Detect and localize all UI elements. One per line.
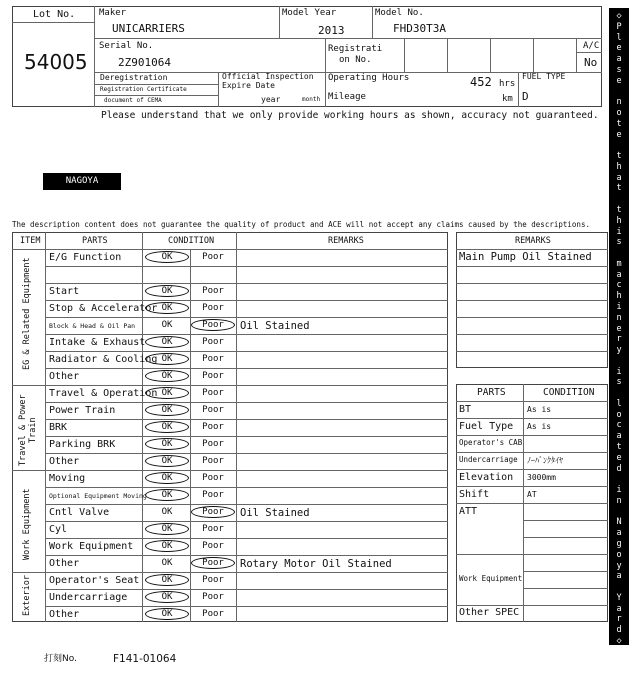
sidebar-char: a bbox=[616, 528, 622, 539]
spec-header-parts: PARTS bbox=[477, 387, 506, 398]
row-ok-mark: OK bbox=[145, 285, 189, 297]
row-part: Cyl bbox=[49, 524, 68, 535]
row-poor-mark: Poor bbox=[202, 286, 224, 296]
row-poor-mark: Poor bbox=[191, 506, 235, 518]
model-no-value: FHD30T3A bbox=[393, 22, 446, 35]
sidebar-char: s bbox=[616, 237, 622, 248]
sidebar-char: n bbox=[616, 312, 622, 323]
fuel-type-label: FUEL TYPE bbox=[522, 72, 566, 81]
right-remarks-header: REMARKS bbox=[515, 236, 551, 246]
model-year-label: Model Year bbox=[282, 8, 337, 18]
row-poor-mark: Poor bbox=[202, 524, 224, 534]
row-ok-mark: OK bbox=[161, 558, 173, 568]
group-label-travel bbox=[18, 390, 98, 470]
sidebar-char: r bbox=[616, 334, 622, 345]
model-year-value: 2013 bbox=[318, 24, 345, 37]
spec-part: Elevation bbox=[459, 472, 514, 483]
row-part: Cntl Valve bbox=[49, 507, 110, 518]
sidebar-char: a bbox=[616, 269, 622, 280]
hrs-label: hrs bbox=[499, 79, 516, 89]
row-poor-mark: Poor bbox=[202, 575, 224, 585]
sidebar-char: y bbox=[616, 560, 622, 571]
sidebar-char: t bbox=[616, 151, 622, 162]
stamp-label: 打刻No. bbox=[44, 654, 77, 664]
row-part: Work Equipment bbox=[49, 541, 134, 552]
spec-condition: ﾉｰﾊﾞﾝｸﾀｲﾔ bbox=[527, 456, 563, 465]
sidebar-char: e bbox=[616, 129, 622, 140]
stamp-value: F141-01064 bbox=[113, 653, 177, 665]
sidebar-char: i bbox=[616, 485, 622, 496]
row-part: Optional Equipment Moving bbox=[49, 492, 147, 500]
row-part: Parking BRK bbox=[49, 439, 116, 450]
location-sidebar bbox=[609, 8, 629, 645]
group-label-travel-text: Travel & Power Train bbox=[18, 394, 38, 466]
sidebar-char: o bbox=[616, 107, 622, 118]
spec-part: BT bbox=[459, 404, 472, 415]
sidebar-char: l bbox=[616, 32, 622, 43]
month-label: month bbox=[302, 96, 321, 103]
row-part: E/G Function bbox=[49, 252, 122, 263]
sidebar-char: i bbox=[616, 226, 622, 237]
group-label-exterior: Exterior bbox=[22, 575, 32, 617]
deregistration-label: Deregistration bbox=[100, 73, 168, 82]
sidebar-char: h bbox=[616, 291, 622, 302]
inspection-label-2: Expire Date bbox=[222, 81, 275, 90]
sidebar-char: c bbox=[616, 280, 622, 291]
row-remark: Oil Stained bbox=[240, 320, 310, 332]
row-part: Start bbox=[49, 286, 80, 297]
row-poor-mark: Poor bbox=[202, 388, 224, 398]
row-poor-mark: Poor bbox=[202, 405, 224, 415]
group-label-eg: EG & Related Equipment bbox=[22, 257, 32, 370]
accuracy-notice: Please understand that we only provide working hours as shown, accuracy not guaranteed. bbox=[101, 110, 599, 121]
sidebar-char: g bbox=[616, 539, 622, 550]
spec-condition: As is bbox=[527, 422, 552, 431]
year-label: year bbox=[261, 95, 281, 104]
disclaimer: The description content does not guarantee the quality of product and ACE will not accept any claims caused by the descriptions. bbox=[12, 220, 590, 229]
spec-part: Other SPEC bbox=[459, 607, 520, 618]
sidebar-char: a bbox=[616, 571, 622, 582]
row-part: BRK bbox=[49, 422, 68, 433]
sidebar-char: r bbox=[616, 614, 622, 625]
row-remark: Rotary Motor Oil Stained bbox=[240, 558, 392, 570]
sidebar-char: m bbox=[616, 258, 622, 269]
row-part: Other bbox=[49, 371, 80, 382]
row-ok-mark: OK bbox=[145, 438, 189, 450]
sidebar-char: l bbox=[616, 398, 622, 409]
row-poor-mark: Poor bbox=[202, 371, 224, 381]
row-ok-mark: OK bbox=[145, 353, 189, 365]
lot-number: 54005 bbox=[24, 50, 88, 74]
row-poor-mark: Poor bbox=[202, 609, 224, 619]
maker-label: Maker bbox=[99, 8, 127, 18]
cema-doc-label: document of CEMA bbox=[104, 97, 162, 104]
header-condition: CONDITION bbox=[168, 236, 215, 246]
row-part: Power Train bbox=[49, 405, 116, 416]
spec-part: Operator's CAB bbox=[459, 438, 523, 447]
fuel-type-value: D bbox=[522, 90, 529, 103]
row-ok-mark: OK bbox=[145, 455, 189, 467]
location-badge: NAGOYA bbox=[43, 173, 121, 190]
row-part: Operator's Seat bbox=[49, 575, 140, 586]
row-poor-mark: Poor bbox=[202, 541, 224, 551]
row-ok-mark: OK bbox=[145, 370, 189, 382]
sidebar-char: c bbox=[616, 420, 622, 431]
group-label-work: Work Equipment bbox=[22, 488, 32, 560]
row-remark: Oil Stained bbox=[240, 507, 310, 519]
sidebar-char: ◇ bbox=[616, 636, 622, 646]
sidebar-char: t bbox=[616, 183, 622, 194]
row-ok-mark: OK bbox=[145, 336, 189, 348]
row-part: Stop & Accelerator bbox=[49, 303, 158, 314]
spec-part: ATT bbox=[459, 506, 478, 517]
row-part: Travel & Operation bbox=[49, 388, 158, 399]
row-ok-mark: OK bbox=[145, 302, 189, 314]
sidebar-char: h bbox=[616, 215, 622, 226]
row-poor-mark: Poor bbox=[202, 422, 224, 432]
spec-part: Work Equipment bbox=[459, 574, 523, 583]
header-remarks: REMARKS bbox=[328, 236, 364, 246]
row-ok-mark: OK bbox=[145, 421, 189, 433]
registration-label-2: on No. bbox=[339, 55, 372, 65]
registration-cert-label: Registration Certificate bbox=[100, 86, 187, 93]
sidebar-char: t bbox=[616, 118, 622, 129]
sidebar-char: e bbox=[616, 323, 622, 334]
sidebar-char: t bbox=[616, 442, 622, 453]
row-part: Radiator & Cooling bbox=[49, 354, 158, 365]
sidebar-char: y bbox=[616, 345, 622, 356]
row-part: Other bbox=[49, 456, 80, 467]
row-poor-mark: Poor bbox=[202, 456, 224, 466]
row-ok-mark: OK bbox=[145, 472, 189, 484]
sidebar-char: e bbox=[616, 43, 622, 54]
row-part: Other bbox=[49, 558, 80, 569]
serial-label: Serial No. bbox=[99, 41, 154, 51]
model-no-label: Model No. bbox=[375, 8, 424, 18]
row-poor-mark: Poor bbox=[202, 490, 224, 500]
sidebar-char: o bbox=[616, 549, 622, 560]
right-remarks-line-1: Main Pump Oil Stained bbox=[459, 251, 592, 263]
row-poor-mark: Poor bbox=[202, 354, 224, 364]
mileage-label: Mileage bbox=[328, 92, 366, 102]
sidebar-char: i bbox=[616, 301, 622, 312]
sidebar-char: a bbox=[616, 172, 622, 183]
row-part: Intake & Exhaust bbox=[49, 337, 146, 348]
row-poor-mark: Poor bbox=[202, 473, 224, 483]
sidebar-char: a bbox=[616, 603, 622, 614]
spec-condition: AT bbox=[527, 490, 537, 499]
row-ok-mark: OK bbox=[145, 540, 189, 552]
sidebar-char: Y bbox=[616, 592, 622, 603]
row-ok-mark: OK bbox=[145, 591, 189, 603]
row-part: Moving bbox=[49, 473, 86, 484]
row-part: Block & Head & Oil Pan bbox=[49, 322, 136, 330]
sidebar-char: d bbox=[616, 625, 622, 636]
row-ok-mark: OK bbox=[145, 523, 189, 535]
sidebar-char: n bbox=[616, 495, 622, 506]
serial-value: 2Z901064 bbox=[118, 56, 171, 69]
ac-value: No bbox=[584, 56, 598, 69]
sidebar-char: h bbox=[616, 161, 622, 172]
header-parts: PARTS bbox=[82, 236, 108, 246]
row-ok-mark: OK bbox=[161, 507, 173, 517]
sidebar-char: t bbox=[616, 204, 622, 215]
spec-condition: As is bbox=[527, 405, 552, 414]
sidebar-char: n bbox=[616, 97, 622, 108]
row-poor-mark: Poor bbox=[202, 439, 224, 449]
row-poor-mark: Poor bbox=[202, 337, 224, 347]
sidebar-char: d bbox=[616, 463, 622, 474]
inspection-label-1: Official Inspection bbox=[222, 72, 314, 81]
sidebar-char: ◇ bbox=[616, 11, 622, 21]
sidebar-char: s bbox=[616, 64, 622, 75]
operating-hours-value: 452 bbox=[470, 75, 492, 89]
row-ok-mark: OK bbox=[145, 489, 189, 501]
spec-header-condition: CONDITION bbox=[543, 387, 595, 398]
sidebar-char: a bbox=[616, 54, 622, 65]
row-poor-mark: Poor bbox=[202, 592, 224, 602]
row-ok-mark: OK bbox=[145, 251, 189, 263]
sidebar-char: P bbox=[616, 21, 622, 32]
row-part: Other bbox=[49, 609, 80, 620]
ac-label: A/C bbox=[583, 41, 600, 51]
row-ok-mark: OK bbox=[161, 320, 173, 330]
sidebar-char: o bbox=[616, 409, 622, 420]
sidebar-char: N bbox=[616, 517, 622, 528]
sidebar-char: e bbox=[616, 75, 622, 86]
lot-label: Lot No. bbox=[33, 9, 76, 20]
sidebar-char: a bbox=[616, 431, 622, 442]
row-poor-mark: Poor bbox=[191, 557, 235, 569]
sidebar-char: e bbox=[616, 452, 622, 463]
sidebar-char: i bbox=[616, 366, 622, 377]
row-ok-mark: OK bbox=[145, 387, 189, 399]
spec-part: Fuel Type bbox=[459, 421, 514, 432]
row-poor-mark: Poor bbox=[202, 252, 224, 262]
header-item: ITEM bbox=[20, 236, 41, 246]
sidebar-char: s bbox=[616, 377, 622, 388]
row-part: Undercarriage bbox=[49, 592, 128, 603]
row-ok-mark: OK bbox=[145, 574, 189, 586]
row-poor-mark: Poor bbox=[202, 303, 224, 313]
registration-label-1: Registrati bbox=[328, 44, 383, 54]
km-label: km bbox=[502, 94, 513, 104]
spec-part: Undercarriage bbox=[459, 455, 518, 464]
spec-part: Shift bbox=[459, 489, 490, 500]
operating-hours-label: Operating Hours bbox=[328, 73, 410, 83]
row-ok-mark: OK bbox=[145, 608, 189, 620]
maker-value: UNICARRIERS bbox=[112, 22, 185, 35]
spec-condition: 3000mm bbox=[527, 473, 556, 482]
row-ok-mark: OK bbox=[145, 404, 189, 416]
row-poor-mark: Poor bbox=[191, 319, 235, 331]
